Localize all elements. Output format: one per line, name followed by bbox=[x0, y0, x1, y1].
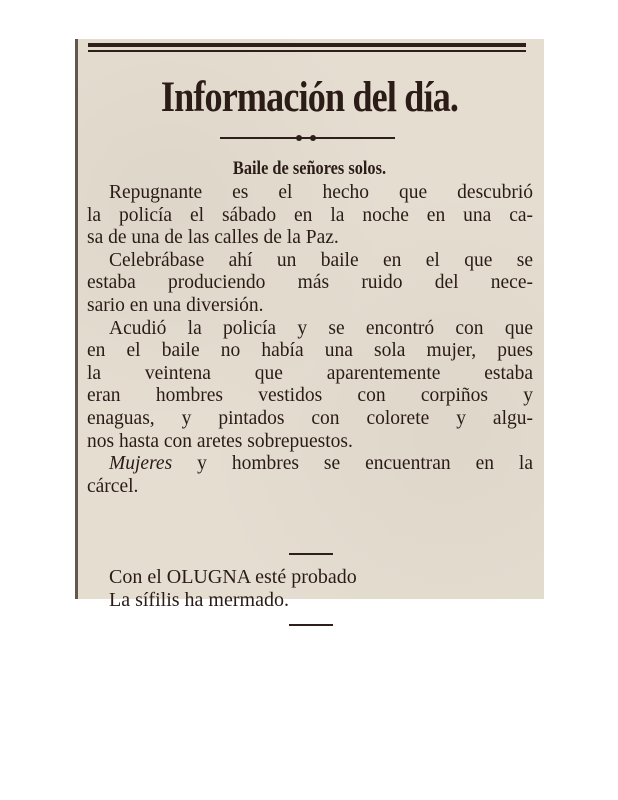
ad-line: Con el OLUGNA esté probado bbox=[109, 566, 357, 588]
top-rule-thin bbox=[88, 50, 526, 52]
body-line: en el baile no había una sola mujer, pues bbox=[87, 340, 533, 362]
body-line: Repugnante es el hecho que descubrió bbox=[109, 182, 533, 203]
divider-line bbox=[220, 137, 395, 139]
italic-word: Mujeres bbox=[109, 453, 173, 475]
ad-line: La sífilis ha mermado. bbox=[109, 589, 289, 611]
clipping-edge bbox=[75, 39, 78, 599]
body-line: la veintena que aparentemente estaba bbox=[87, 362, 533, 384]
article-body bbox=[87, 182, 533, 498]
ornamental-divider bbox=[220, 134, 395, 142]
divider-dot bbox=[296, 135, 302, 141]
section-divider bbox=[289, 553, 333, 555]
top-rule bbox=[88, 43, 526, 47]
body-line: Acudió la policía y se encontró con que bbox=[109, 317, 533, 339]
body-line: Celebrábase ahí un baile en el que se bbox=[109, 249, 533, 271]
headline: Información del día. bbox=[160, 74, 459, 121]
advertisement bbox=[109, 566, 357, 612]
body-line: nos hasta con aretes sobrepuestos. bbox=[87, 430, 353, 452]
body-line: cárcel. bbox=[87, 475, 139, 497]
body-line: sa de una de las calles de la Paz. bbox=[87, 227, 339, 249]
body-line: sario en una diversión. bbox=[87, 294, 264, 316]
body-line: eran hombres vestidos con corpiños y bbox=[87, 385, 533, 407]
body-line: la policía el sábado en la noche en una ca- bbox=[87, 204, 533, 226]
body-line-rest: y hombres se encuentran en la bbox=[197, 453, 533, 475]
divider-dot bbox=[310, 135, 316, 141]
body-line bbox=[87, 453, 533, 476]
section-divider bbox=[289, 624, 333, 626]
article-subhead: Baile de señores solos. bbox=[232, 158, 387, 179]
body-line: enaguas, y pintados con colorete y algu- bbox=[87, 407, 533, 429]
body-line: estaba produciendo más ruido del nece- bbox=[87, 272, 533, 294]
newspaper-clipping bbox=[75, 39, 544, 611]
